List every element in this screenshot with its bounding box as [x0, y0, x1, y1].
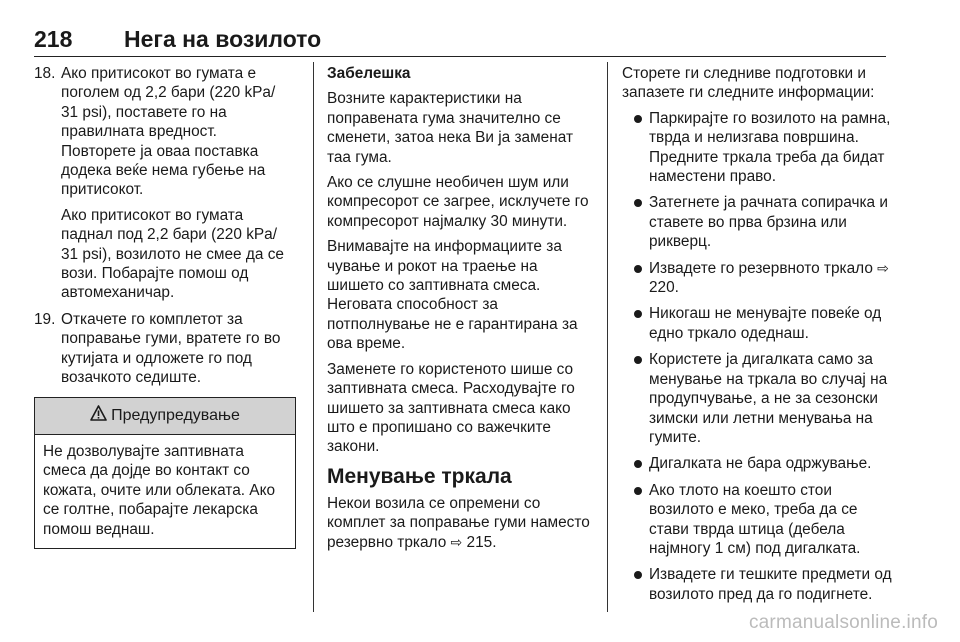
page-number: 218 — [34, 26, 73, 52]
column-divider-2 — [607, 62, 608, 612]
bullet-icon — [634, 265, 642, 273]
list-item — [622, 259, 894, 298]
page-ref-arrow-icon: ⇨ — [877, 259, 889, 276]
list-item — [622, 193, 894, 251]
column-divider-1 — [313, 62, 314, 612]
page-ref[interactable]: 215. — [466, 533, 497, 551]
intro-text: Сторете ги следниве подготовки и запазете ги следните информации: — [622, 65, 875, 102]
step-number: 19. — [34, 310, 56, 328]
list-item-text: Ако тлото на коешто стои возилото е меко, треба да се стави тврда штица (дебела најмногу 1 см) под дигалката. — [649, 481, 861, 557]
list-item-text: Извадете ги тешките предмети од возилото пред да го подигнете. — [649, 566, 892, 603]
list-item — [622, 304, 894, 343]
list-item — [622, 565, 894, 604]
list-item-text: Извадете го резервното тркало — [649, 259, 873, 277]
step-paragraph: Ако притисокот во гумата паднал под 2,2 бари (220 kPa/ 31 psi), возилото не смее да се вози. Побарајте помош од автомеханичар. — [61, 206, 284, 302]
column-middle — [327, 64, 595, 558]
section-text: Некои возила се опремени со комплет за поправање гуми наместо резервно тркало — [327, 494, 590, 551]
list-item — [622, 109, 894, 187]
list-item-text: Затегнете ја рачната сопирачка и ставете во прва брзина или рикверц. — [649, 194, 888, 251]
list-item — [622, 454, 894, 473]
bullet-icon — [634, 199, 642, 207]
list-item-text: Паркирајте го возилото на рамна, тврда и нелизгава површина. Предните тркала треба да бидат наместени право. — [649, 109, 891, 186]
warning-text: Не дозволувајте заптивната смеса да дојде во контакт со кожата, очите или облеката. Ако се голтне, побарајте лекарска помош веднаш. — [43, 442, 276, 538]
page-header — [34, 26, 886, 57]
bullet-icon — [634, 487, 642, 495]
note-title: Забелешка — [327, 65, 411, 82]
page-ref-arrow-icon: ⇨ — [450, 533, 463, 550]
watermark: carmanualsonline.info — [748, 612, 938, 633]
bullet-icon — [634, 571, 642, 579]
step-number: 18. — [34, 65, 56, 82]
warning-title: Предупредување — [111, 406, 240, 424]
chapter-title: Нега на возилото — [124, 26, 322, 52]
bullet-icon — [634, 310, 642, 318]
section-paragraph — [327, 494, 595, 552]
step-paragraph: Ако притисокот во гумата е поголем од 2,2 бари (220 kPa/ 31 psi), поставете го на правилната вредност. Повторете ја оваа поставка додека веќе нема губење на притисокот. — [61, 65, 276, 199]
note-paragraph: Заменете го користеното шише со заптивната смеса. Расходувајте го шишето за заптивната смеса како што е пропишано со важечките закони. — [327, 360, 575, 456]
list-item-text: Дигалката не бара одржување. — [649, 455, 872, 473]
note-paragraph: Внимавајте на информациите за чување и рокот на траење на шишето со заптивната смеса. Неговата способност за потполнување не е гарантирана за ова време. — [327, 238, 578, 353]
step-19 — [34, 310, 296, 388]
section-title: Менување тркала — [327, 464, 512, 488]
column-right — [622, 64, 894, 611]
list-item — [622, 350, 894, 447]
warning-header — [35, 398, 295, 435]
note-paragraph: Ако се слушне необичен шум или компресорот се загрее, исклучете го компресорот најмалку 30 минути. — [327, 174, 589, 230]
warning-box — [34, 397, 296, 549]
warning-triangle-icon — [90, 405, 107, 426]
step-paragraph: Откачете го комплетот за поправање гуми, вратете го во кутијата и одложете го под возачкото седиште. — [61, 310, 281, 387]
note-paragraph: Возните карактеристики на поправената гума значително се сменети, затоа нека Ви ја заменат таа гума. — [327, 90, 574, 166]
bullet-icon — [634, 356, 642, 364]
list-item — [622, 481, 894, 559]
column-left — [34, 64, 296, 549]
list-item-text: Никогаш не менувајте повеќе од едно тркало одеднаш. — [649, 305, 882, 342]
step-18 — [34, 64, 296, 303]
page-ref[interactable]: 220. — [649, 279, 679, 297]
list-item-text: Користете ја дигалката само за менување на тркала во случај на продупчување, а не за сезонски зимски или летни менувања на гумите. — [649, 351, 888, 446]
bullet-icon — [634, 115, 642, 123]
bullet-icon — [634, 460, 642, 468]
